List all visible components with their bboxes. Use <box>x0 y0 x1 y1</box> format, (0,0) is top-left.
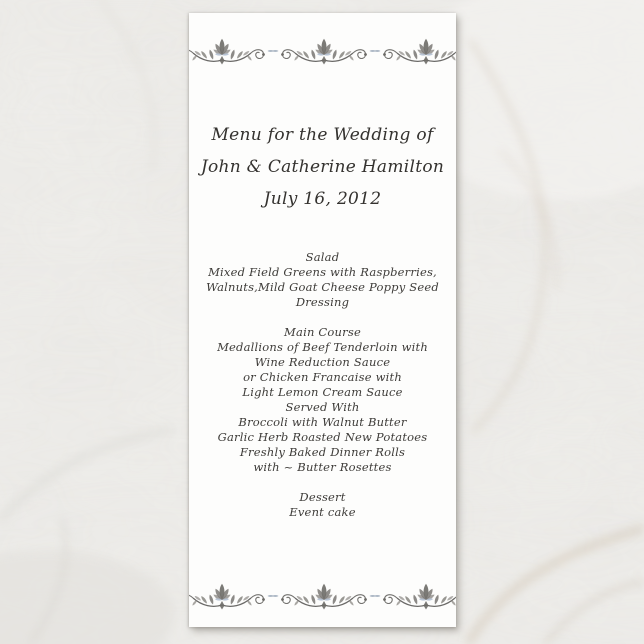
menu-body <box>189 250 456 520</box>
floral-border-bottom-icon <box>189 570 456 612</box>
section-title: Dessert <box>299 490 346 504</box>
menu-item-line: or Chicken Francaise with <box>243 370 402 384</box>
couple-names-line: John & Catherine Hamilton <box>200 157 445 177</box>
floral-border-top-icon <box>189 25 456 67</box>
menu-section-dessert <box>189 490 456 520</box>
menu-item-line: Medallions of Beef Tenderloin with <box>217 340 428 354</box>
menu-item-line: Garlic Herb Roasted New Potatoes <box>217 430 428 444</box>
menu-item-line: Mixed Field Greens with Raspberries, <box>208 265 437 279</box>
wedding-date-line: July 16, 2012 <box>263 189 382 209</box>
menu-header <box>189 119 456 215</box>
menu-item-line: Walnuts,Mild Goat Cheese Poppy Seed Dressing <box>206 280 439 309</box>
wedding-title-line: Menu for the Wedding of <box>211 125 434 145</box>
menu-section-salad <box>189 250 456 310</box>
menu-item-line: with ~ Butter Rosettes <box>253 460 392 474</box>
section-title: Salad <box>305 250 340 264</box>
section-title: Main Course <box>284 325 361 339</box>
menu-item-line: Wine Reduction Sauce <box>254 355 391 369</box>
menu-item-line: Served With <box>285 400 360 414</box>
menu-item-line: Freshly Baked Dinner Rolls <box>239 445 406 459</box>
menu-item-line: Light Lemon Cream Sauce <box>242 385 403 399</box>
menu-item-line: Broccoli with Walnut Butter <box>238 415 407 429</box>
menu-card <box>189 13 456 627</box>
menu-section-main-course <box>189 325 456 475</box>
menu-item-line: Event cake <box>289 505 356 519</box>
